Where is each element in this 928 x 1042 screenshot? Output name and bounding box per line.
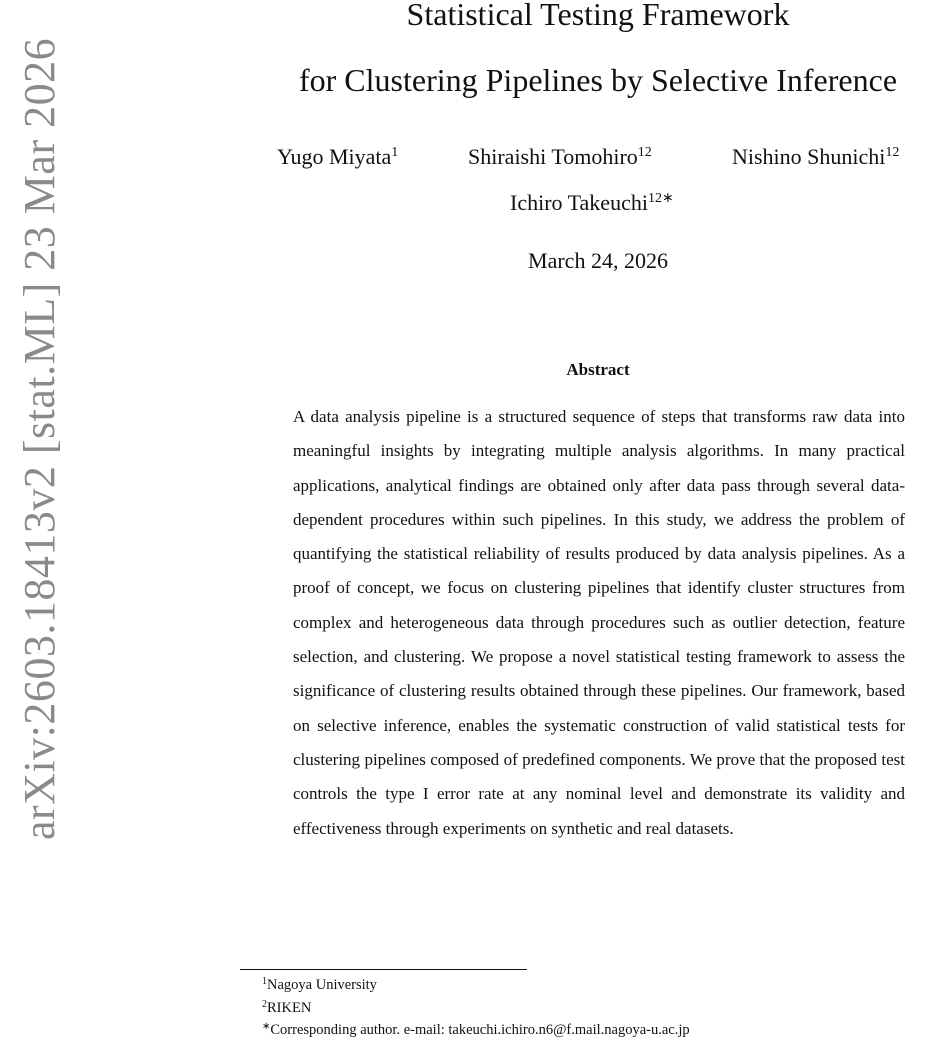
footnote-divider: [240, 969, 527, 970]
author-2: [468, 144, 652, 170]
author-affiliation-mark: 12: [885, 145, 900, 160]
author-name: Ichiro Takeuchi: [510, 190, 648, 215]
footnote-affiliation-2: [262, 997, 902, 1020]
footnote-text: RIKEN: [267, 999, 312, 1016]
author-name: Nishino Shunichi: [732, 144, 886, 169]
author-affiliation-mark: 12∗: [647, 191, 674, 206]
author-affiliation-mark: 12: [637, 145, 652, 160]
footnote-text: Corresponding author. e-mail: takeuchi.ichiro.n6@f.mail.nagoya-u.ac.jp: [270, 1022, 690, 1038]
footnote-text: Nagoya University: [267, 977, 377, 993]
footnotes: [262, 974, 902, 1042]
paper-title-line-2: for Clustering Pipelines by Selective Inference: [298, 62, 898, 98]
author-name: Yugo Miyata: [277, 144, 392, 169]
paper-title-line-1: Statistical Testing Framework: [406, 0, 790, 32]
footnote-corresponding-author: [262, 1019, 902, 1042]
footnote-mark: 2: [262, 998, 267, 1010]
abstract-heading: Abstract: [566, 360, 630, 379]
footnote-mark: 1: [262, 976, 267, 987]
footnote-affiliation-1: [262, 974, 902, 997]
author-3: [732, 144, 899, 170]
publication-date: March 24, 2026: [528, 248, 668, 273]
abstract-body: A data analysis pipeline is a structured sequence of steps that transforms raw data into meaningful insights by integrating multiple analysis algorithms. In many practical applications, analytical findings are obtained only after data pass through several data-dependent procedures within such pipelines. In this study, we address the problem of quantifying the statistical reliability of results produced by data analysis pipelines. As a proof of concept, we focus on clustering pipelines that identify cluster structures from complex and heterogeneous data through procedures such as outlier detection, feature selection, and clustering. We propose a novel statistical testing framework to assess the significance of clustering results obtained through these pipelines. Our framework, based on selective inference, enables the systematic construction of valid statistical tests for clustering pipelines composed of predefined components. We prove that the proposed test controls the type I error rate at any nominal level and demonstrate its validity and effectiveness through experiments on synthetic and real datasets.: [293, 407, 905, 838]
arxiv-id-text: arXiv:2603.18413v2 [stat.ML] 23 Mar 2026: [15, 37, 64, 840]
author-affiliation-mark: 1: [391, 145, 399, 160]
author-name: Shiraishi Tomohiro: [468, 144, 638, 169]
footnote-mark: ∗: [262, 1021, 271, 1032]
author-4: [510, 190, 674, 216]
author-1: [277, 144, 398, 170]
